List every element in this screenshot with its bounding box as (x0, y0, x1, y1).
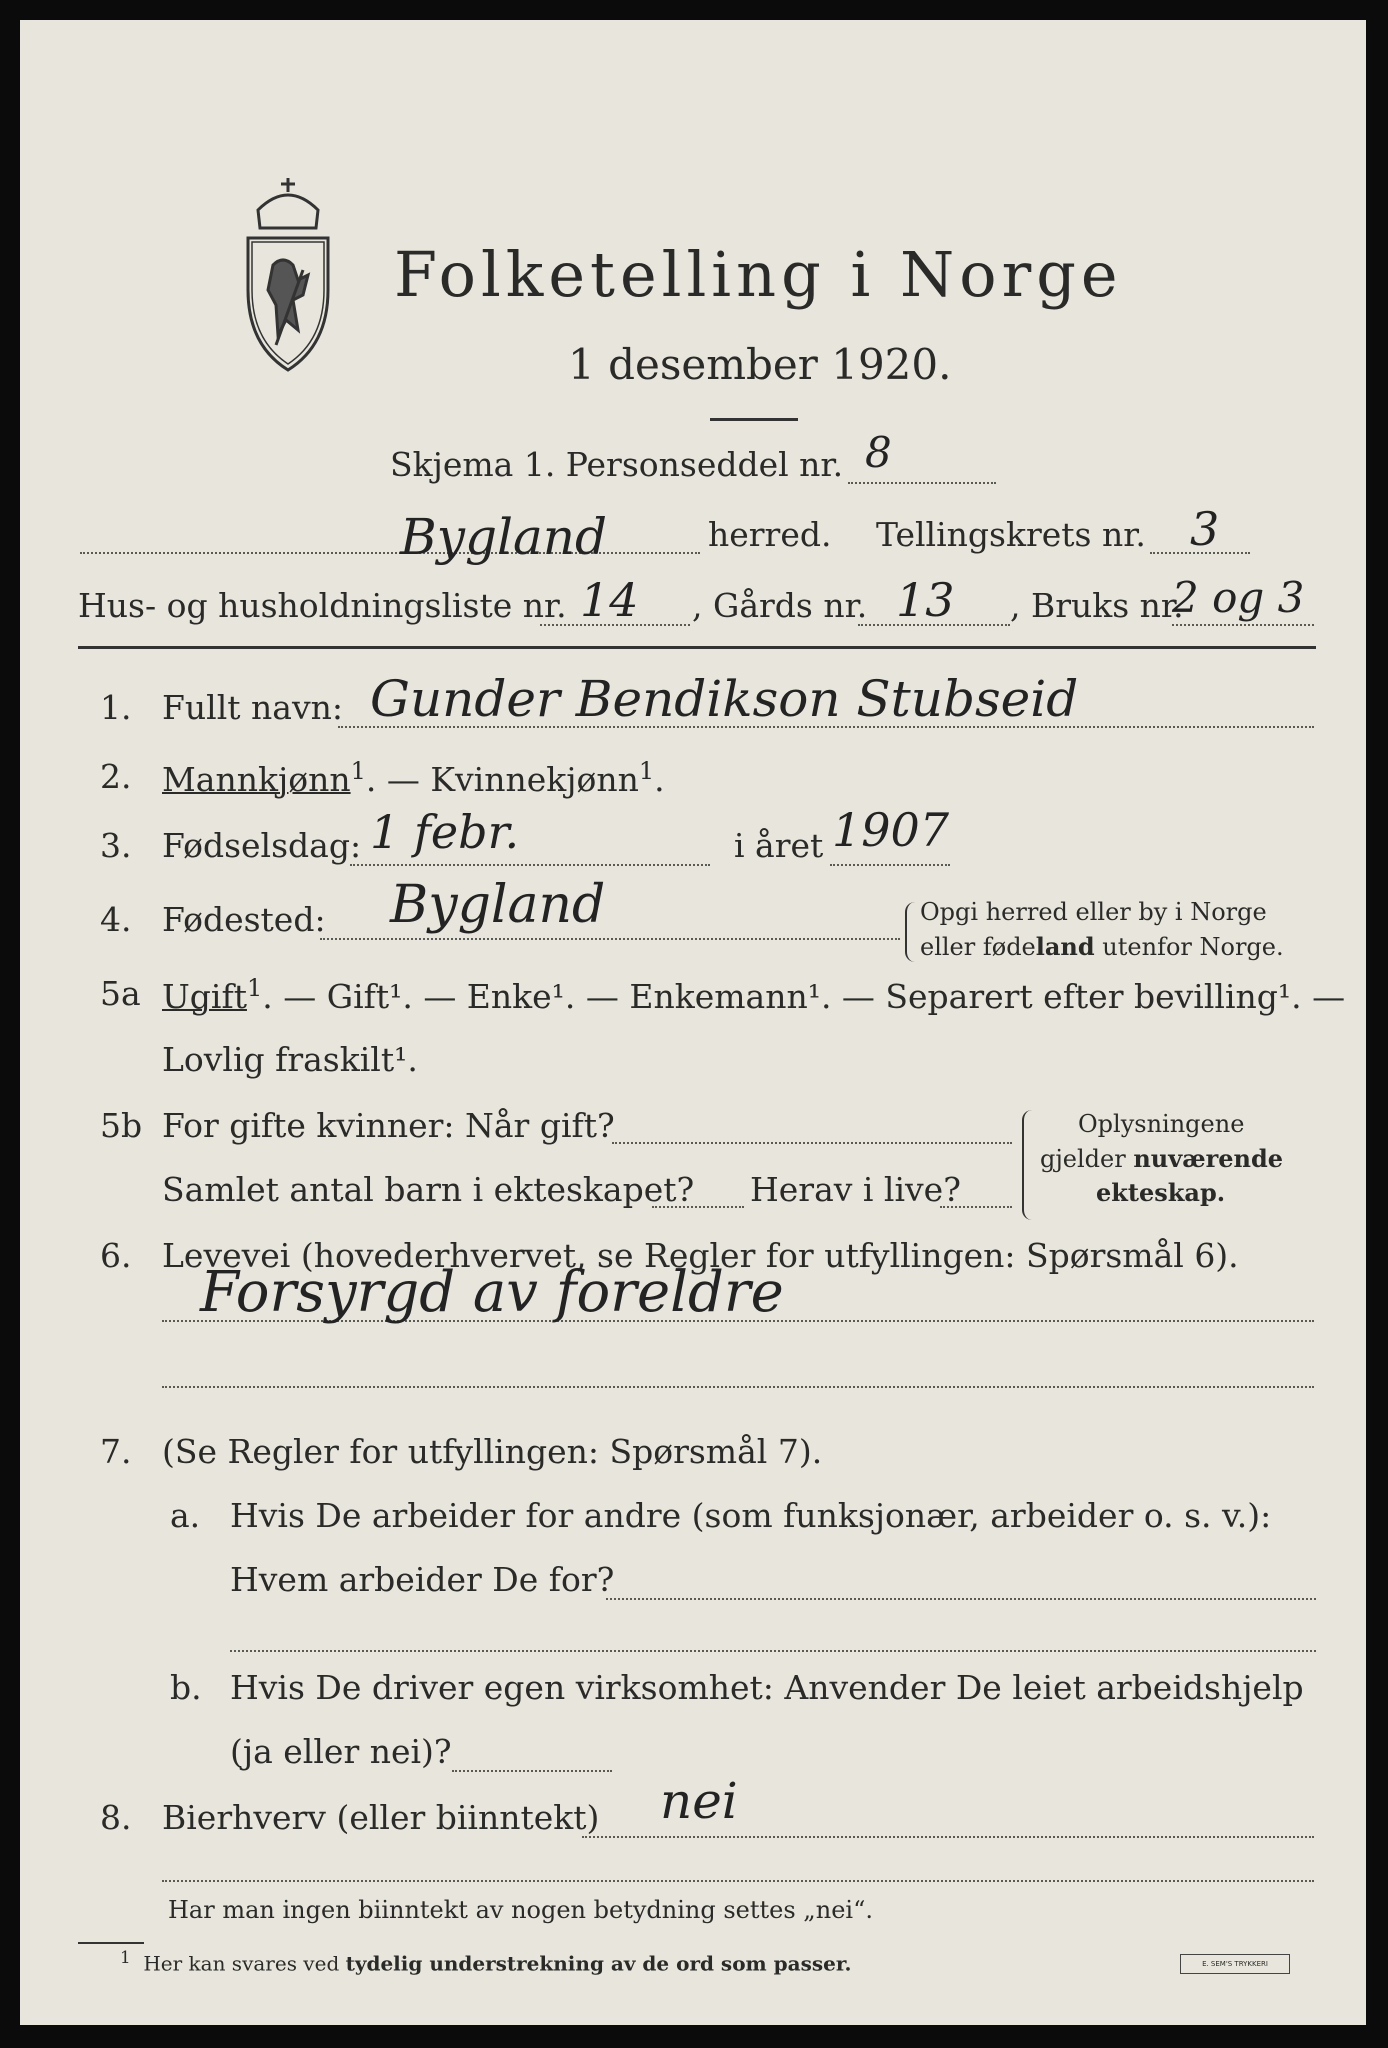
side-income-field-1[interactable] (582, 1836, 1314, 1838)
q6-label: Levevei (hovederhvervet, se Regler for utfyllingen: Spørsmål 6). (162, 1236, 1239, 1275)
birth-year-field[interactable] (830, 864, 950, 866)
q7b-line1: Hvis De driver egen virksomhet: Anvender De leiet arbeidshjelp (230, 1668, 1304, 1707)
q8-label: Bierhverv (eller biinntekt) (162, 1798, 600, 1837)
bruks-field[interactable] (1172, 624, 1314, 626)
q5b-line2: Samlet antal barn i ekteskapet? (162, 1170, 695, 1209)
herred-label: herred. (708, 515, 832, 554)
printer-stamp: E. SEM'S TRYKKERI (1180, 1954, 1290, 1974)
marital-status-line2[interactable]: Lovlig fraskilt¹. (162, 1040, 418, 1079)
footnote-rule (78, 1942, 144, 1944)
side-income-value: nei (660, 1772, 738, 1830)
birthday-field[interactable] (350, 864, 710, 866)
q5b-note-line3: ekteskap. (1096, 1178, 1226, 1207)
gards-label: , Gårds nr. (692, 586, 868, 625)
gards-value: 13 (896, 573, 955, 627)
side-income-field-2[interactable] (162, 1880, 1314, 1882)
birthday-value: 1 febr. (370, 805, 520, 859)
employer-field-2[interactable] (230, 1650, 1316, 1652)
occupation-value: Forsyrgd av foreldre (200, 1260, 784, 1325)
tellingskrets-value: 3 (1190, 502, 1220, 556)
q5b-note-line1: Oplysningene (1078, 1110, 1245, 1138)
birthplace-field[interactable] (320, 938, 900, 940)
q7a-line2: Hvem arbeider De for? (230, 1560, 615, 1599)
skjema-label: Skjema 1. Personseddel nr. (390, 445, 844, 484)
q1-number: 1. (100, 688, 132, 727)
q1-label: Fullt navn: (162, 688, 343, 727)
ugift-option[interactable]: Ugift (162, 977, 247, 1016)
birthplace-value: Bygland (390, 875, 606, 935)
hired-help-field[interactable] (452, 1770, 612, 1772)
tellingskrets-label: Tellingskrets nr. (876, 515, 1146, 554)
q7-number: 7. (100, 1432, 132, 1471)
q3-number: 3. (100, 826, 132, 865)
occupation-field-2[interactable] (162, 1386, 1314, 1388)
q5b-line1: For gifte kvinner: Når gift? (162, 1106, 615, 1145)
birth-year-value: 1907 (832, 803, 950, 857)
q7a-number: a. (170, 1496, 201, 1535)
children-count-field[interactable] (652, 1206, 744, 1208)
marital-status-options: Ugift$^1$. — Gift¹. — Enke¹. — Enkemann¹. — Separert efter bevilling¹. — (162, 974, 1346, 1016)
form-date: 1 desember 1920. (568, 340, 952, 389)
bruks-value: 2 og 3 (1172, 573, 1305, 622)
q2-number: 2. (100, 757, 132, 796)
q4-brace (905, 902, 915, 962)
q5b-alive-label: Herav i live? (750, 1170, 961, 1209)
q7-label: (Se Regler for utfyllingen: Spørsmål 7). (162, 1432, 823, 1471)
norway-coat-of-arms-icon (228, 170, 348, 390)
q7b-number: b. (170, 1668, 202, 1707)
q5b-brace (1022, 1110, 1034, 1220)
title-divider (710, 418, 798, 421)
q4-note-line1: Opgi herred eller by i Norge (920, 898, 1267, 926)
q4-number: 4. (100, 900, 132, 939)
marriage-date-field[interactable] (612, 1142, 1012, 1144)
personseddel-value: 8 (865, 428, 892, 477)
herred-value: Bygland (400, 508, 608, 566)
nei-instruction: Har man ingen biinntekt av nogen betydning settes „nei“. (168, 1896, 873, 1924)
q8-number: 8. (100, 1798, 132, 1837)
header-rule (78, 646, 1316, 649)
q5b-number: 5b (100, 1106, 143, 1145)
birth-year-label: i året (734, 826, 824, 865)
footnote: $^1$ Her kan svares ved tydelig understrekning av de ord som passer. (120, 1948, 852, 1976)
q2-options: Mannkjønn$^1$. — Kvinnekjønn$^1$. (162, 757, 665, 799)
bruks-label: , Bruks nr. (1010, 586, 1184, 625)
q5a-number: 5a (100, 974, 141, 1013)
q7a-line1: Hvis De arbeider for andre (som funksjonær, arbeider o. s. v.): (230, 1496, 1272, 1535)
census-form (20, 20, 1366, 2025)
form-title: Folketelling i Norge (394, 238, 1123, 311)
q4-label: Fødested: (162, 900, 326, 939)
children-alive-field[interactable] (940, 1206, 1012, 1208)
full-name-value: Gunder Bendikson Stubseid (370, 670, 1079, 728)
q7b-line2: (ja eller nei)? (230, 1732, 452, 1771)
employer-field-1[interactable] (606, 1598, 1316, 1600)
female-option[interactable]: Kvinnekjønn (430, 760, 639, 799)
personseddel-field[interactable] (848, 482, 996, 484)
husholdningsliste-label: Hus- og husholdningsliste nr. (78, 586, 567, 625)
q4-note-line2: eller fødeland utenfor Norge. (920, 932, 1284, 961)
husholdningsliste-value: 14 (580, 573, 639, 627)
male-option[interactable]: Mannkjønn (162, 760, 351, 799)
q3-label: Fødselsdag: (162, 826, 362, 865)
q5b-note-line2: gjelder nuværende (1040, 1144, 1284, 1173)
q6-number: 6. (100, 1236, 132, 1275)
